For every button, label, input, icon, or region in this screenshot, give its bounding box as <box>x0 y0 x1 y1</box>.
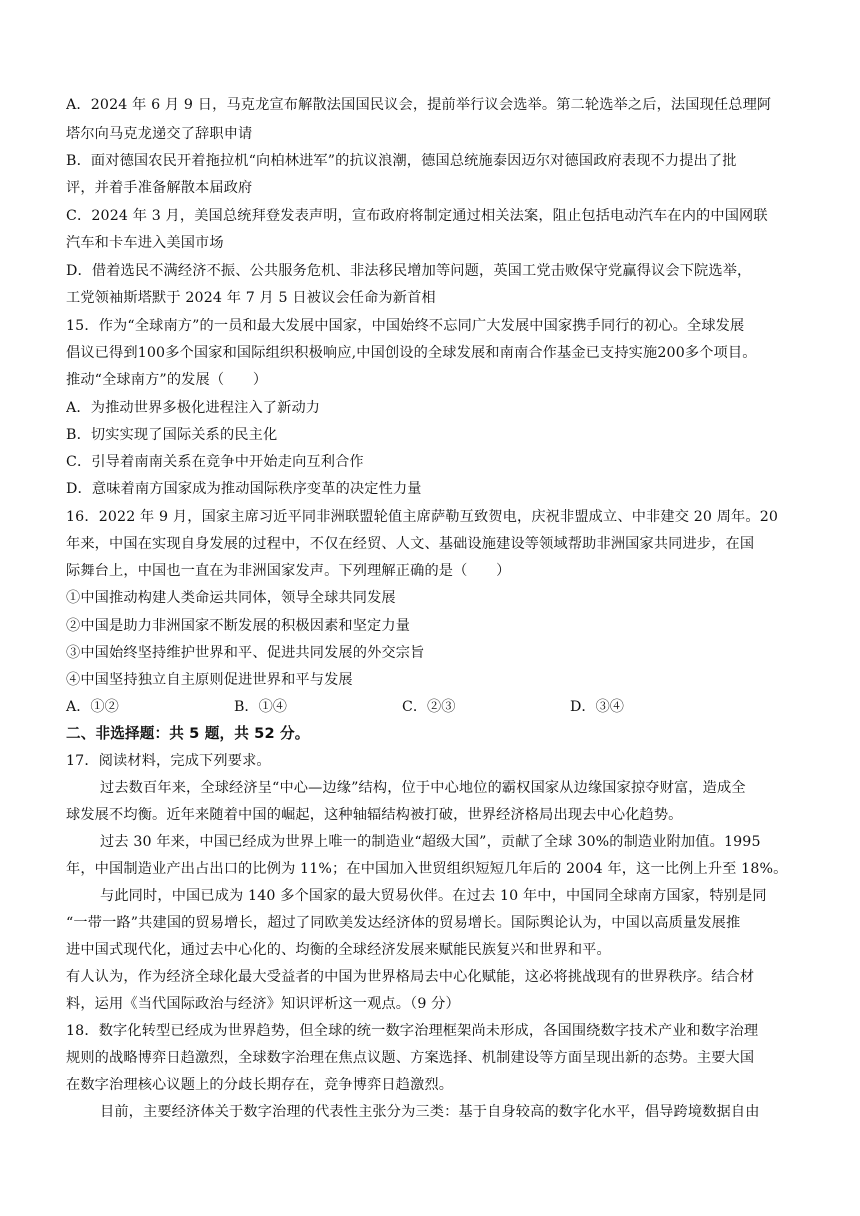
q15-stem-line3: 推动“全球南方”的发展（ ） <box>66 372 268 388</box>
q14-option-b-line2: 评，并着手准备解散本届政府 <box>66 180 253 196</box>
q15-stem-line2: 倡议已得到100多个国家和国际组织积极响应,中国创设的全球发展和南南合作基金已支持实施200多个项目。 <box>66 345 757 361</box>
q16-stem-line3: 际舞台上，中国也一直在为非洲国家发声。下列理解正确的是（ ） <box>66 563 511 579</box>
q17-p2-line2: 年，中国制造业产出占出口的比例为 11%；在中国加入世贸组织短短几年后的 2004 年，这一比例上升至 18%。 <box>66 861 788 877</box>
q17-p3-line1: 与此同时，中国已成为 140 多个国家的最大贸易伙伴。在过去 10 年中，中国同全球南方国家，特别是同 <box>100 888 767 904</box>
q18-p1-line3: 在数字治理核心议题上的分歧长期存在，竞争博弈日趋激烈。 <box>66 1077 454 1093</box>
q16-choice-b: B．①④ <box>234 699 287 715</box>
q17-intro: 17．阅读材料，完成下列要求。 <box>66 753 271 769</box>
q15-option-b: B．切实实现了国际关系的民主化 <box>66 427 278 443</box>
q16-stem-line1: 16．2022 年 9 月，国家主席习近平同非洲联盟轮值主席萨勒互致贺电，庆祝非盟成立、中非建交 20 周年。20 <box>66 509 779 525</box>
q16-statement-2: ②中国是助力非洲国家不断发展的积极因素和坚定力量 <box>66 618 411 634</box>
q17-p3-line3: 进中国式现代化，通过去中心化的、均衡的全球经济发展来赋能民族复兴和世界和平。 <box>66 942 611 958</box>
q15-option-c: C．引导着南南关系在竞争中开始走向互利合作 <box>66 454 364 470</box>
q14-option-c-line1: C．2024 年 3 月，美国总统拜登发表声明，宣布政府将制定通过相关法案，阻止包括电动汽车在内的中国网联 <box>66 208 768 224</box>
q18-p2-line1: 目前，主要经济体关于数字治理的代表性主张分为三类：基于自身较高的数字化水平，倡导跨境数据自由 <box>100 1104 760 1120</box>
q15-option-a: A．为推动世界多极化进程注入了新动力 <box>66 400 321 416</box>
q16-stem-line2: 年来，中国在实现自身发展的过程中，不仅在经贸、人文、基础设施建设等领域帮助非洲国家共同进步，在国 <box>66 536 755 552</box>
q18-p1-line1: 18．数字化转型已经成为世界趋势，但全球的统一数字治理框架尚未形成，各国围绕数字技术产业和数字治理 <box>66 1023 759 1039</box>
q14-option-b-line1: B．面对德国农民开着拖拉机“向柏林进军”的抗议浪潮，德国总统施泰因迈尔对德国政府表现不力提出了批 <box>66 153 737 169</box>
q16-choice-d: D．③④ <box>570 699 624 715</box>
q17-p3-line2: “一带一路”共建国的贸易增长，超过了同欧美发达经济体的贸易增长。国际舆论认为，中国以高质量发展推 <box>66 915 741 931</box>
q14-option-a-line2: 塔尔向马克龙递交了辞职申请 <box>66 126 253 142</box>
q16-statement-1: ①中国推动构建人类命运共同体，领导全球共同发展 <box>66 590 396 606</box>
q16-choice-a: A．①② <box>66 699 119 715</box>
q17-p1-line1: 过去数百年来，全球经济呈“中心—边缘”结构，位于中心地位的霸权国家从边缘国家掠夺财富，造成全 <box>100 780 746 796</box>
q15-option-d: D．意味着南方国家成为推动国际秩序变革的决定性力量 <box>66 481 422 497</box>
q17-task-line1: 有人认为，作为经济全球化最大受益者的中国为世界格局去中心化赋能，这必将挑战现有的世界秩序。结合材 <box>66 969 755 985</box>
q15-stem-line1: 15．作为“全球南方”的一员和最大发展中国家，中国始终不忘同广大发展中国家携手同行的初心。全球发展 <box>66 318 745 334</box>
q16-statement-3: ③中国始终坚持维护世界和平、促进共同发展的外交宗旨 <box>66 645 425 661</box>
section2-title: 二、非选择题：共 5 题，共 52 分。 <box>66 725 310 742</box>
q17-p1-line2: 球发展不均衡。近年来随着中国的崛起，这种轴辐结构被打破，世界经济格局出现去中心化趋势。 <box>66 807 683 823</box>
q16-choices <box>66 697 796 717</box>
q14-option-c-line2: 汽车和卡车进入美国市场 <box>66 235 224 251</box>
q17-p2-line1: 过去 30 年来，中国已经成为世界上唯一的制造业“超级大国”，贡献了全球 30%的制造业附加值。1995 <box>100 834 761 850</box>
q14-option-a-line1: A．2024 年 6 月 9 日，马克龙宣布解散法国国民议会，提前举行议会选举。第二轮选举之后，法国现任总理阿 <box>66 97 772 113</box>
q18-p1-line2: 规则的战略博弈日趋激烈，全球数字治理在焦点议题、方案选择、机制建设等方面呈现出新的态势。主要大国 <box>66 1050 755 1066</box>
q17-task-line2: 料，运用《当代国际政治与经济》知识评析这一观点。（9 分） <box>66 996 460 1012</box>
q14-option-d-line2: 工党领袖斯塔默于 2024 年 7 月 5 日被议会任命为新首相 <box>66 290 436 306</box>
q16-statement-4: ④中国坚持独立自主原则促进世界和平与发展 <box>66 672 353 688</box>
q14-option-d-line1: D．借着选民不满经济不振、公共服务危机、非法移民增加等问题，英国工党击败保守党赢得议会下院选举， <box>66 263 752 279</box>
q16-choice-c: C．②③ <box>402 699 456 715</box>
